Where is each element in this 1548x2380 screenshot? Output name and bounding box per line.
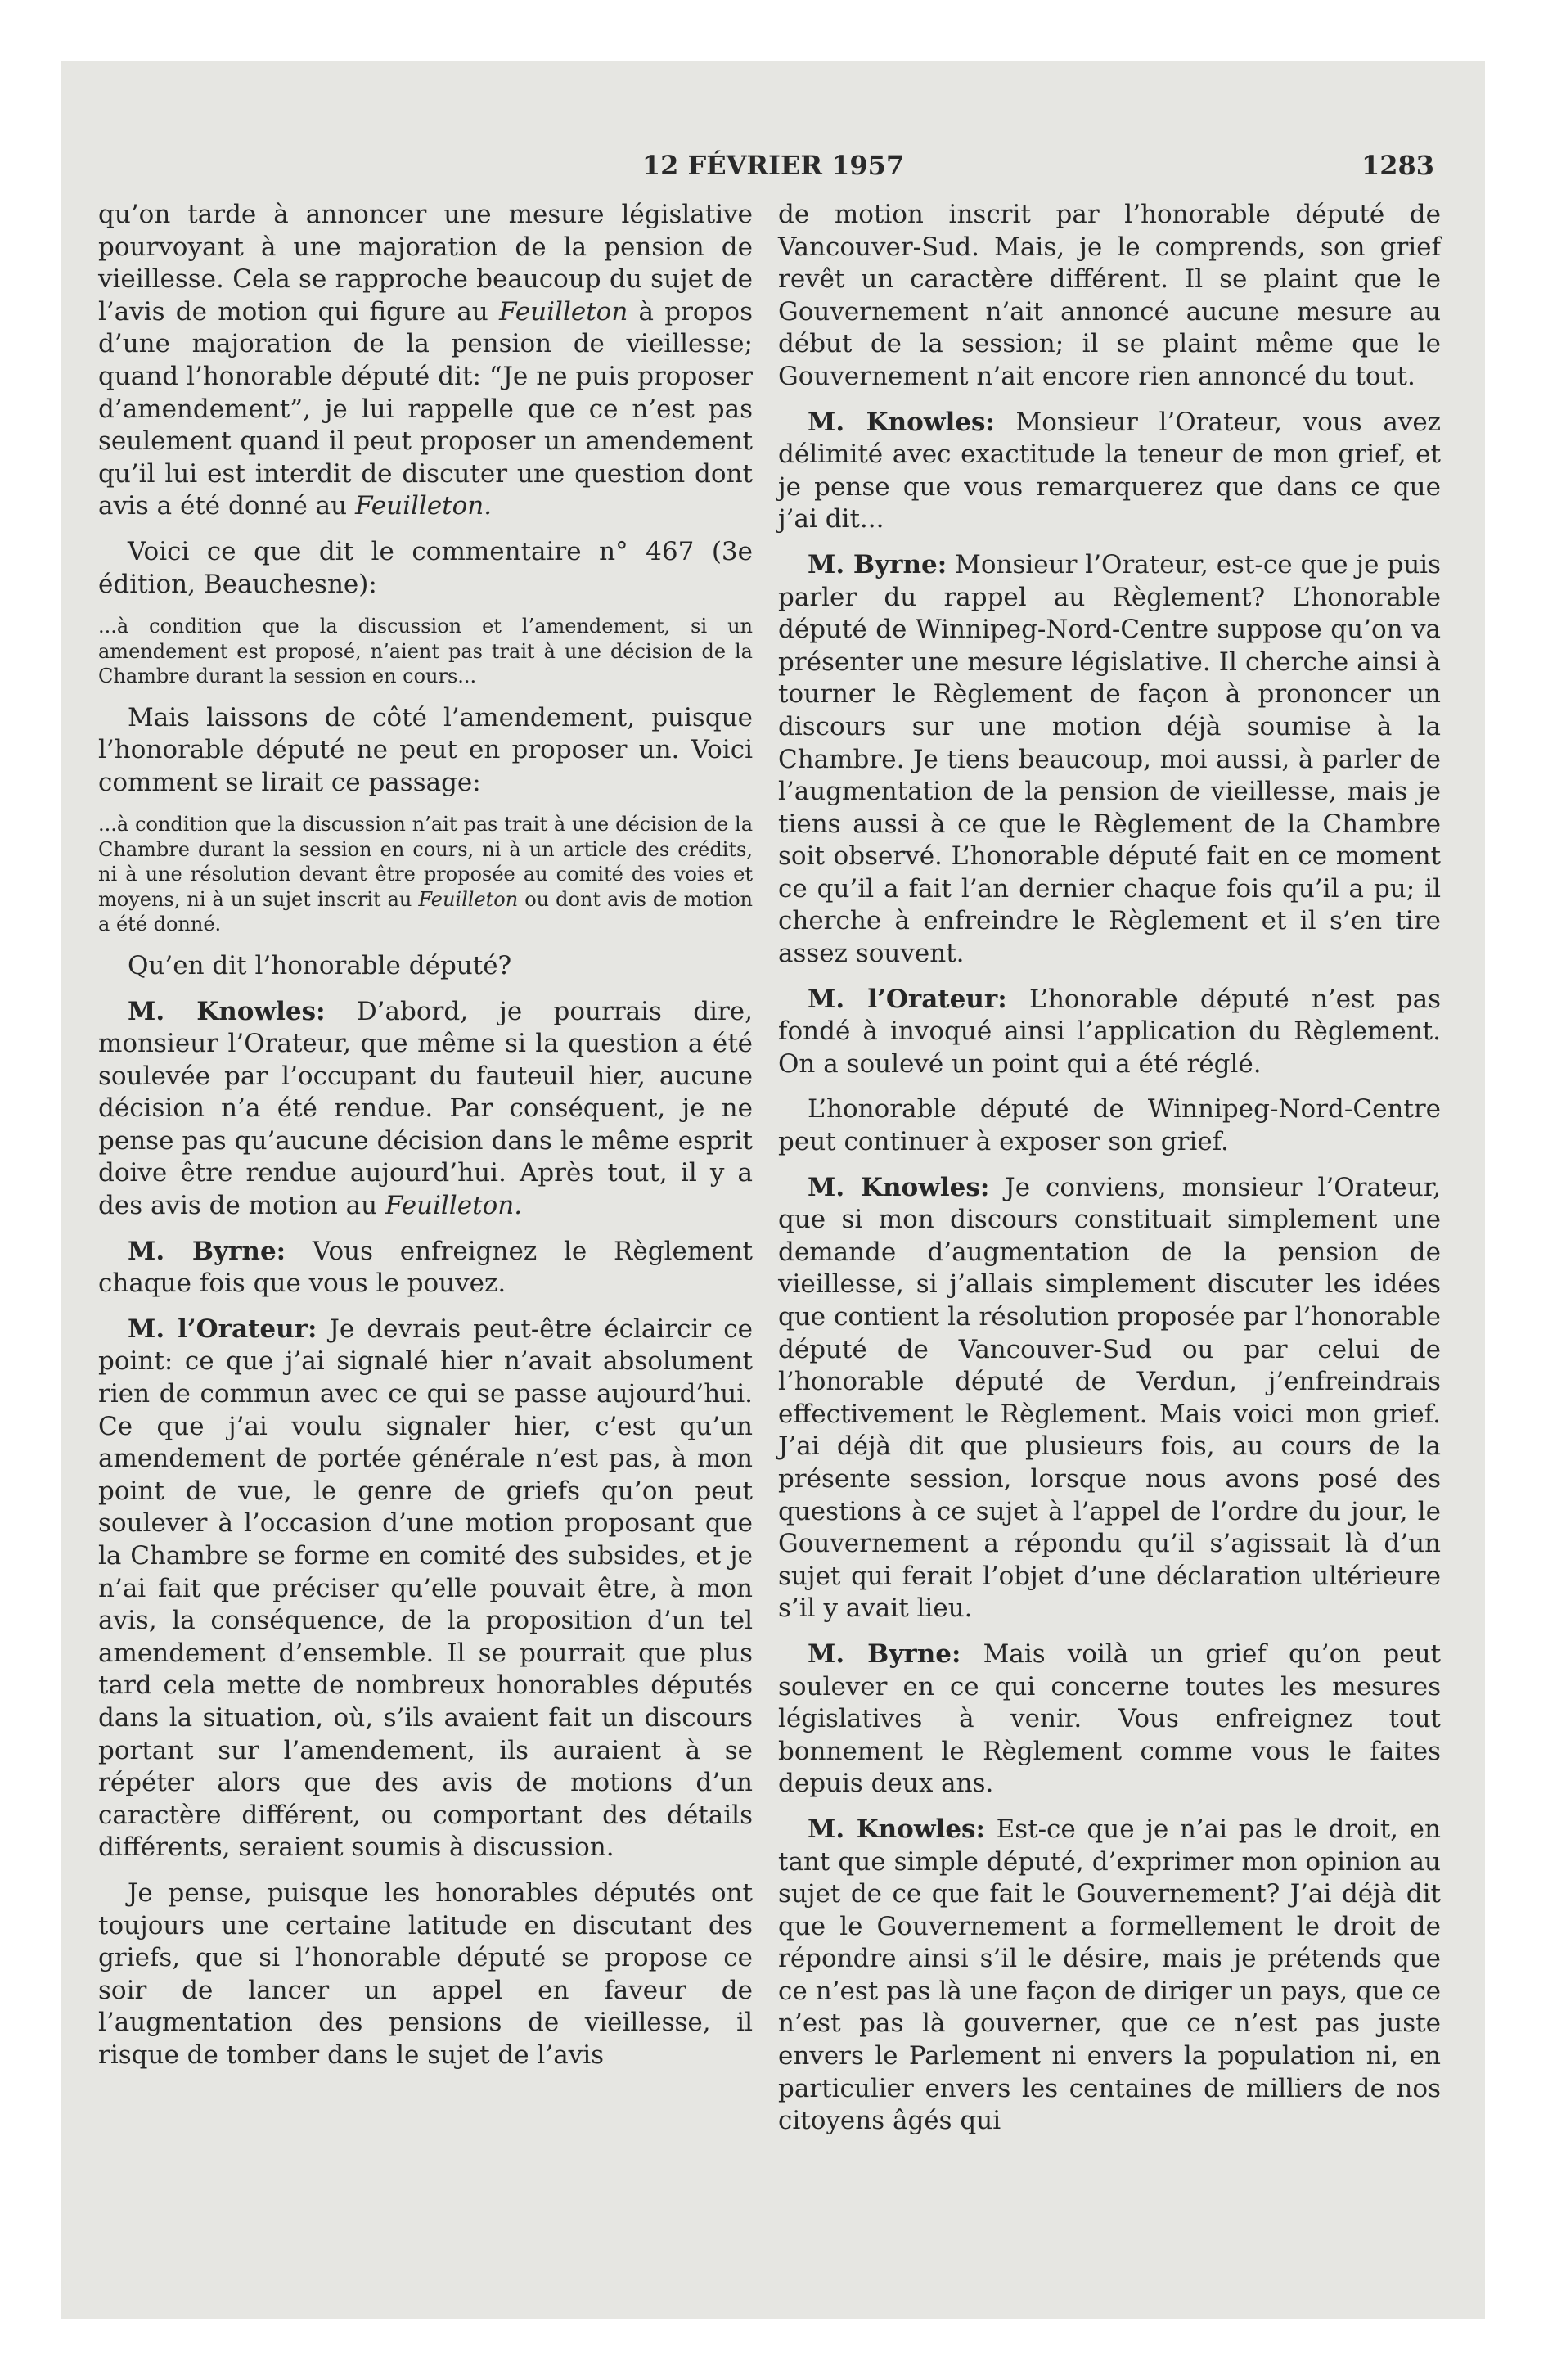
- header-date: 12 FÉVRIER 1957: [641, 150, 905, 181]
- text-run: L’honorable député n’est pas fondé à invoqué ainsi l’application du Règlement. On a soulevé un point qui a été réglé.: [778, 984, 1442, 1079]
- text-run: L’honorable député de Winnipeg-Nord-Centre peut continuer à exposer son grief.: [778, 1094, 1441, 1157]
- paragraph: [778, 407, 1441, 536]
- text-run: qu’on tarde à annoncer une mesure législative pourvoyant à une majoration de la pension de vieillesse. Cela se rapproche beaucoup du sujet de l’avis de motion qui figure au: [98, 200, 753, 327]
- scanned-page: [61, 61, 1485, 2319]
- text-run: Mais voilà un grief qu’on peut soulever en ce qui concerne toutes les mesures législatives à venir. Vous enfreignez tout bonnement le Règlement comme vous le faites depuis deux ans.: [778, 1639, 1441, 1799]
- speaker-name: M. Knowles:: [808, 407, 995, 437]
- speaker-name: M. Knowles:: [808, 1814, 985, 1844]
- speaker-name: M. Byrne:: [808, 1639, 961, 1669]
- text-run: Je conviens, monsieur l’Orateur, que si mon discours constituait simplement une demande d’augmentation de la pension de vieillesse, si j’allais simplement discuter les idées que contient la résolution proposée par l’honorable député de Vancouver-Sud ou par celui de l’honorable député de Verdun, j’enfreindrais effectivement le Règlement. Mais voici mon grief. J’ai déjà dit que plusieurs fois, au cours de la présente session, lorsque nous avons posé des questions à ce sujet à l’appel de l’ordre du jour, le Gouvernement a répondu qu’il s’agissait là d’un sujet qui ferait l’objet d’une déclaration ultérieure s’il y avait lieu.: [778, 1172, 1441, 1624]
- paragraph: [98, 702, 753, 800]
- speaker-name: M. l’Orateur:: [808, 984, 1007, 1014]
- page-header: [102, 150, 1444, 191]
- speaker-name: M. Knowles:: [128, 996, 326, 1026]
- paragraph: [778, 1814, 1441, 2138]
- text-run: Voici ce que dit le commentaire n° 467 (3e édition, Beauchesne):: [98, 536, 753, 599]
- text-run: ou dont avis de motion a été donné.: [98, 887, 754, 936]
- speaker-name: M. l’Orateur:: [128, 1314, 317, 1344]
- text-run: Qu’en dit l’honorable député?: [128, 950, 512, 980]
- paragraph: [778, 984, 1441, 1081]
- speaker-name: M. Byrne:: [128, 1236, 286, 1266]
- speaker-name: M. Knowles:: [808, 1172, 990, 1202]
- italic-text: Feuilleton: [499, 296, 628, 327]
- page-number: 1283: [1361, 150, 1434, 181]
- italic-text: Feuilleton.: [354, 491, 493, 521]
- text-run: ...à condition que la discussion et l’amendement, si un amendement est proposé, n’aient pas trait à une décision de la Chambre durant la session en cours...: [98, 615, 753, 688]
- text-run: Est-ce que je n’ai pas le droit, en tant que simple député, d’exprimer mon opinion au sujet de ce que fait le Gouvernement? J’ai déjà dit que le Gouvernement a formellement le droit de répondre ainsi s’il le désire, mais je prétends que ce n’est pas là une façon de diriger un pays, que ce n’est pas là gouverner, que ce n’est pas juste envers le Parlement ni envers la population ni, en particulier envers les centaines de milliers de nos citoyens âgés qui: [778, 1814, 1441, 2136]
- paragraph: [778, 549, 1441, 971]
- paragraph: [98, 950, 753, 983]
- paragraph: [98, 536, 753, 601]
- paragraph: [98, 1314, 753, 1864]
- text-run: à propos d’une majoration de la pension de vieillesse; quand l’honorable député dit: “Je ne puis proposer d’amendement”, je lui rappelle que ce n’est pas seulement quand il peut proposer un amendement qu’il lui est interdit de discuter une question dont avis a été donné au: [98, 296, 753, 521]
- paragraph: [778, 1093, 1441, 1158]
- text-run: ...à condition que la discussion n’ait pas trait à une décision de la Chambre durant la session en cours, ni à un article des crédits, ni à une résolution devant être proposée au comité des voies et moyens, ni à un sujet inscrit au: [98, 813, 753, 911]
- right-column: [778, 199, 1441, 2151]
- paragraph: [98, 996, 753, 1223]
- paragraph: [778, 1639, 1441, 1801]
- text-run: Monsieur l’Orateur, vous avez délimité avec exactitude la teneur de mon grief, et je pense que vous remarquerez que dans ce que j’ai dit...: [778, 407, 1442, 534]
- left-column: [98, 199, 753, 2085]
- text-run: Monsieur l’Orateur, est-ce que je puis parler du rappel au Règlement? L’honorable député de Winnipeg-Nord-Centre suppose qu’on va présenter une mesure législative. Il cherche ainsi à tourner le Règlement de façon à prononcer un discours sur une motion déjà soumise à la Chambre. Je tiens beaucoup, moi aussi, à parler de l’augmentation de la pension de vieillesse, mais je tiens aussi à ce que le Règlement de la Chambre soit observé. L’honorable député fait en ce moment ce qu’il a fait l’an dernier chaque fois qu’il a pu; il cherche à enfreindre le Règlement et il s’en tire assez souvent.: [778, 549, 1441, 969]
- continued-paragraph: [98, 199, 753, 523]
- quoted-passage: [98, 614, 753, 689]
- speaker-name: M. Byrne:: [808, 549, 947, 579]
- continued-paragraph: [778, 199, 1441, 394]
- quoted-passage: [98, 812, 753, 937]
- text-run: D’abord, je pourrais dire, monsieur l’Orateur, que même si la question a été soulevée par l’occupant du fauteuil hier, aucune décision n’a été rendue. Par conséquent, je ne pense pas qu’aucune décision dans le même esprit doive être rendue aujourd’hui. Après tout, il y a des avis de motion au: [98, 996, 753, 1221]
- text-run: de motion inscrit par l’honorable député de Vancouver-Sud. Mais, je le comprends, son grief revêt un caractère différent. Il se plaint que le Gouvernement n’ait annoncé aucune mesure au début de la session; il se plaint même que le Gouvernement n’ait encore rien annoncé du tout.: [778, 200, 1441, 391]
- paragraph: [778, 1172, 1441, 1625]
- italic-text: Feuilleton.: [385, 1191, 523, 1221]
- italic-text: Feuilleton: [418, 887, 519, 911]
- text-run: Mais laissons de côté l’amendement, puisque l’honorable député ne peut en proposer un. Voici comment se lirait ce passage:: [98, 702, 753, 797]
- text-run: Je pense, puisque les honorables députés ont toujours une certaine latitude en discutant des griefs, que si l’honorable député se propose ce soir de lancer un appel en faveur de l’augmentation des pensions de vieillesse, il risque de tomber dans le sujet de l’avis: [98, 1877, 753, 2070]
- paragraph: [98, 1236, 753, 1300]
- text-run: Vous enfreignez le Règlement chaque fois que vous le pouvez.: [98, 1236, 753, 1299]
- text-run: Je devrais peut-être éclaircir ce point: ce que j’ai signalé hier n’avait absolument rien de commun avec ce qui se passe aujourd’hui. Ce que j’ai voulu signaler hier, c’est qu’un amendement de portée générale n’est pas, à mon point de vue, le genre de griefs qu’on peut soulever à l’occasion d’une motion proposant que la Chambre se forme en comité des subsides, et je n’ai fait que préciser qu’elle pouvait être, à mon avis, la conséquence, de la proposition d’un tel amendement d’ensemble. Il se pourrait que plus tard cela mette de nombreux honorables députés dans la situation, où, s’ils avaient fait un discours portant sur l’amendement, ils auraient à se répéter alors que des avis de motions d’un caractère différent, ou comportant des détails différents, seraient soumis à discussion.: [98, 1314, 753, 1863]
- paragraph: [98, 1877, 753, 2072]
